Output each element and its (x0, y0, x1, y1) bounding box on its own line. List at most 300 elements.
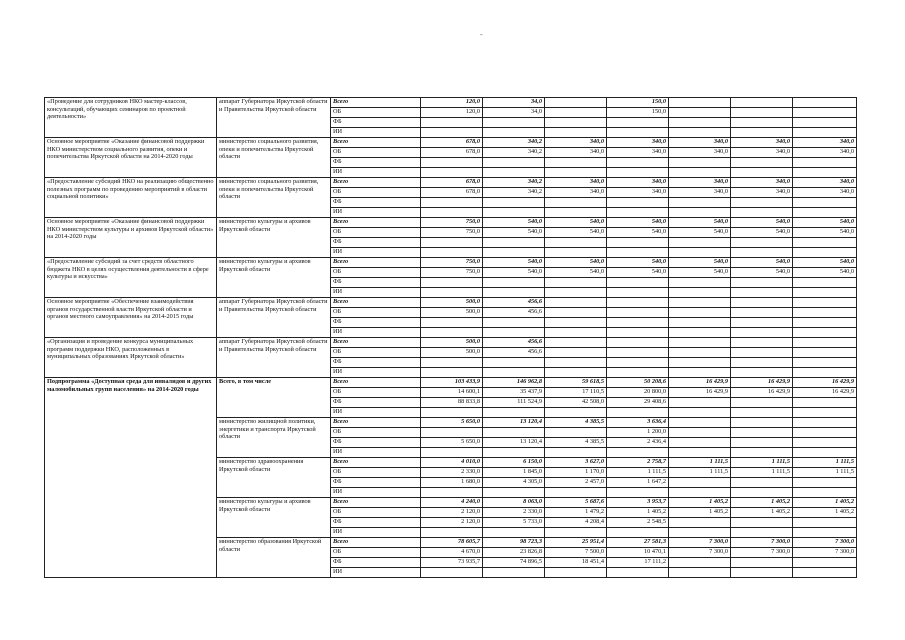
funding-source-cell: ФБ (331, 438, 421, 448)
value-cell: 10 470,1 (607, 548, 669, 558)
value-cell: 23 826,8 (483, 548, 545, 558)
value-cell (483, 368, 545, 378)
value-cell (793, 208, 857, 218)
value-cell: 16 429,9 (793, 388, 857, 398)
value-cell (731, 368, 793, 378)
value-cell (731, 108, 793, 118)
value-cell (793, 108, 857, 118)
funding-source-cell: ОБ (331, 148, 421, 158)
value-cell: 1 111,5 (731, 468, 793, 478)
value-cell (731, 308, 793, 318)
value-cell (669, 158, 731, 168)
value-cell (793, 168, 857, 178)
value-cell: 540,0 (607, 258, 669, 268)
value-cell (483, 128, 545, 138)
value-cell (731, 128, 793, 138)
funding-source-cell: ФБ (331, 478, 421, 488)
value-cell: 500,0 (421, 308, 483, 318)
value-cell (421, 358, 483, 368)
value-cell (669, 448, 731, 458)
funding-source-cell: ФБ (331, 398, 421, 408)
value-cell (731, 248, 793, 258)
value-cell (669, 108, 731, 118)
value-cell: 59 618,5 (545, 378, 607, 388)
value-cell (669, 328, 731, 338)
funding-source-cell: ФБ (331, 558, 421, 568)
value-cell: 8 063,0 (483, 498, 545, 508)
executor-cell: Всего, в том числе (217, 378, 331, 418)
funding-source-cell: ОБ (331, 228, 421, 238)
value-cell: 120,0 (421, 98, 483, 108)
value-cell (545, 428, 607, 438)
value-cell: 120,0 (421, 108, 483, 118)
value-cell (545, 348, 607, 358)
value-cell (793, 438, 857, 448)
value-cell (545, 118, 607, 128)
value-cell: 540,0 (793, 268, 857, 278)
funding-source-cell: ОБ (331, 268, 421, 278)
value-cell: 340,0 (669, 138, 731, 148)
value-cell: 540,0 (669, 228, 731, 238)
value-cell (731, 448, 793, 458)
value-cell (669, 238, 731, 248)
value-cell: 5 733,0 (483, 518, 545, 528)
value-cell (793, 358, 857, 368)
value-cell (669, 428, 731, 438)
value-cell (607, 448, 669, 458)
value-cell (793, 198, 857, 208)
value-cell (793, 558, 857, 568)
value-cell: 1 405,2 (731, 508, 793, 518)
value-cell (421, 118, 483, 128)
value-cell: 540,0 (545, 268, 607, 278)
value-cell (793, 478, 857, 488)
funding-source-cell: ИИ (331, 528, 421, 538)
value-cell (607, 338, 669, 348)
value-cell (669, 398, 731, 408)
value-cell: 1 405,2 (669, 508, 731, 518)
value-cell (545, 108, 607, 118)
value-cell (731, 288, 793, 298)
measure-name-cell: Подпрограмма «Доступная среда для инвалидов и других маломобильных групп населения» на 2014-2020 годы (45, 378, 217, 578)
value-cell (607, 128, 669, 138)
value-cell (607, 348, 669, 358)
value-cell (421, 208, 483, 218)
budget-table-body (45, 98, 857, 578)
value-cell: 1 405,2 (793, 498, 857, 508)
value-cell: 540,0 (483, 268, 545, 278)
funding-source-cell: ОБ (331, 348, 421, 358)
value-cell (545, 168, 607, 178)
value-cell (669, 368, 731, 378)
value-cell: 88 833,8 (421, 398, 483, 408)
value-cell (731, 478, 793, 488)
value-cell: 1 111,5 (731, 458, 793, 468)
value-cell (731, 208, 793, 218)
value-cell (793, 118, 857, 128)
funding-source-cell: ОБ (331, 548, 421, 558)
value-cell (669, 288, 731, 298)
funding-source-cell: ОБ (331, 308, 421, 318)
funding-source-cell: Всего (331, 498, 421, 508)
value-cell: 540,0 (669, 268, 731, 278)
value-cell (545, 128, 607, 138)
executor-cell: министерство здравоохранения Иркутской области (217, 458, 331, 498)
value-cell: 5 650,0 (421, 438, 483, 448)
value-cell (731, 488, 793, 498)
value-cell (731, 438, 793, 448)
value-cell (669, 558, 731, 568)
value-cell: 340,0 (669, 188, 731, 198)
value-cell (793, 338, 857, 348)
value-cell: 25 951,4 (545, 538, 607, 548)
value-cell: 340,0 (793, 148, 857, 158)
funding-source-cell: ФБ (331, 278, 421, 288)
value-cell (731, 238, 793, 248)
value-cell (421, 328, 483, 338)
value-cell (421, 448, 483, 458)
value-cell (793, 238, 857, 248)
value-cell (545, 528, 607, 538)
value-cell: 540,0 (793, 228, 857, 238)
value-cell: 146 962,8 (483, 378, 545, 388)
value-cell: 540,0 (483, 218, 545, 228)
value-cell: 1 405,2 (793, 508, 857, 518)
value-cell (793, 568, 857, 578)
value-cell: 34,0 (483, 108, 545, 118)
value-cell: 74 896,5 (483, 558, 545, 568)
value-cell (669, 338, 731, 348)
value-cell (545, 98, 607, 108)
value-cell: 3 627,0 (545, 458, 607, 468)
value-cell (421, 128, 483, 138)
value-cell (483, 118, 545, 128)
value-cell: 50 208,6 (607, 378, 669, 388)
value-cell: 540,0 (731, 258, 793, 268)
value-cell: 4 208,4 (545, 518, 607, 528)
value-cell (731, 338, 793, 348)
value-cell (731, 328, 793, 338)
value-cell: 340,2 (483, 178, 545, 188)
value-cell (421, 248, 483, 258)
executor-cell: министерство жилищной политики, энергетики и транспорта Иркутской области (217, 418, 331, 458)
value-cell: 540,0 (483, 228, 545, 238)
value-cell: 78 605,7 (421, 538, 483, 548)
value-cell (669, 128, 731, 138)
value-cell: 500,0 (421, 298, 483, 308)
funding-source-cell: ИИ (331, 328, 421, 338)
page-mark: - (480, 30, 483, 39)
value-cell (731, 528, 793, 538)
value-cell (731, 358, 793, 368)
value-cell (483, 358, 545, 368)
funding-source-cell: ОБ (331, 188, 421, 198)
value-cell: 340,0 (793, 178, 857, 188)
value-cell (669, 478, 731, 488)
value-cell: 1 479,2 (545, 508, 607, 518)
value-cell: 14 600,1 (421, 388, 483, 398)
value-cell (545, 248, 607, 258)
funding-source-cell: ИИ (331, 128, 421, 138)
value-cell (607, 118, 669, 128)
value-cell (607, 318, 669, 328)
value-cell (545, 408, 607, 418)
value-cell: 103 433,9 (421, 378, 483, 388)
value-cell: 2 457,0 (545, 478, 607, 488)
value-cell (731, 568, 793, 578)
value-cell (731, 418, 793, 428)
value-cell: 150,0 (607, 108, 669, 118)
value-cell (731, 428, 793, 438)
value-cell (793, 528, 857, 538)
funding-source-cell: Всего (331, 538, 421, 548)
value-cell (545, 448, 607, 458)
value-cell (669, 438, 731, 448)
value-cell (607, 298, 669, 308)
value-cell: 2 758,7 (607, 458, 669, 468)
executor-cell: аппарат Губернатора Иркутской области и Правительства Иркутской области (217, 298, 331, 338)
value-cell: 340,0 (545, 148, 607, 158)
value-cell (545, 328, 607, 338)
funding-source-cell: ИИ (331, 288, 421, 298)
value-cell (793, 318, 857, 328)
value-cell: 1 680,0 (421, 478, 483, 488)
value-cell (545, 368, 607, 378)
value-cell: 1 111,5 (793, 458, 857, 468)
value-cell (421, 238, 483, 248)
value-cell (545, 288, 607, 298)
value-cell: 340,0 (793, 188, 857, 198)
executor-cell: аппарат Губернатора Иркутской области и Правительства Иркутской области (217, 98, 331, 138)
value-cell: 340,2 (483, 138, 545, 148)
value-cell (607, 358, 669, 368)
value-cell (421, 158, 483, 168)
value-cell: 6 150,0 (483, 458, 545, 468)
value-cell: 2 436,4 (607, 438, 669, 448)
value-cell (793, 98, 857, 108)
funding-source-cell: ФБ (331, 358, 421, 368)
value-cell: 7 300,0 (793, 538, 857, 548)
value-cell: 7 300,0 (793, 548, 857, 558)
value-cell (669, 568, 731, 578)
measure-name-cell: «Предоставление субсидий НКО на реализацию общественно полезных программ по проведению мероприятий в области социальной политики» (45, 178, 217, 218)
value-cell: 540,0 (669, 258, 731, 268)
funding-source-cell: ФБ (331, 318, 421, 328)
value-cell (607, 308, 669, 318)
value-cell: 678,0 (421, 148, 483, 158)
value-cell (483, 328, 545, 338)
executor-cell: аппарат Губернатора Иркутской области и Правительства Иркутской области (217, 338, 331, 378)
value-cell: 16 429,9 (731, 378, 793, 388)
value-cell: 7 500,0 (545, 548, 607, 558)
value-cell: 4 385,5 (545, 438, 607, 448)
value-cell (731, 408, 793, 418)
value-cell: 750,0 (421, 268, 483, 278)
measure-name-cell: Основное мероприятие «Оказание финансовой поддержки НКО министерством культуры и архивов Иркутской области» на 2014-2020 годы (45, 218, 217, 258)
value-cell (421, 368, 483, 378)
value-cell (607, 248, 669, 258)
value-cell: 2 330,0 (421, 468, 483, 478)
value-cell (607, 198, 669, 208)
value-cell (731, 518, 793, 528)
value-cell (421, 568, 483, 578)
value-cell (483, 288, 545, 298)
value-cell: 111 524,9 (483, 398, 545, 408)
value-cell (669, 348, 731, 358)
value-cell: 73 935,7 (421, 558, 483, 568)
value-cell: 456,6 (483, 338, 545, 348)
value-cell (421, 278, 483, 288)
value-cell: 540,0 (669, 218, 731, 228)
table-row (45, 378, 857, 388)
value-cell (607, 168, 669, 178)
value-cell (545, 298, 607, 308)
value-cell (669, 518, 731, 528)
value-cell: 16 429,9 (669, 388, 731, 398)
value-cell (731, 158, 793, 168)
value-cell: 1 111,5 (607, 468, 669, 478)
value-cell: 1 111,5 (669, 458, 731, 468)
value-cell: 5 687,6 (545, 498, 607, 508)
value-cell (669, 168, 731, 178)
value-cell: 750,0 (421, 258, 483, 268)
value-cell (669, 298, 731, 308)
value-cell: 340,0 (669, 148, 731, 158)
value-cell (607, 288, 669, 298)
value-cell: 540,0 (483, 258, 545, 268)
funding-source-cell: Всего (331, 418, 421, 428)
value-cell (545, 318, 607, 328)
value-cell: 3 636,4 (607, 418, 669, 428)
value-cell (793, 448, 857, 458)
value-cell (483, 568, 545, 578)
value-cell (669, 318, 731, 328)
funding-source-cell: ИИ (331, 488, 421, 498)
value-cell: 540,0 (731, 268, 793, 278)
value-cell (545, 308, 607, 318)
value-cell (793, 248, 857, 258)
value-cell: 18 451,4 (545, 558, 607, 568)
value-cell (483, 168, 545, 178)
value-cell: 7 300,0 (731, 548, 793, 558)
value-cell (545, 198, 607, 208)
funding-source-cell: Всего (331, 218, 421, 228)
value-cell (545, 208, 607, 218)
value-cell: 540,0 (607, 218, 669, 228)
value-cell: 29 408,6 (607, 398, 669, 408)
value-cell: 1 111,5 (793, 468, 857, 478)
funding-source-cell: ИИ (331, 168, 421, 178)
value-cell: 500,0 (421, 338, 483, 348)
value-cell (731, 118, 793, 128)
value-cell: 7 300,0 (669, 548, 731, 558)
value-cell: 16 429,9 (669, 378, 731, 388)
value-cell (545, 278, 607, 288)
funding-source-cell: ОБ (331, 108, 421, 118)
value-cell: 456,6 (483, 298, 545, 308)
value-cell: 98 723,3 (483, 538, 545, 548)
value-cell (483, 448, 545, 458)
value-cell: 16 429,9 (793, 378, 857, 388)
value-cell: 1 170,0 (545, 468, 607, 478)
value-cell: 340,0 (731, 178, 793, 188)
funding-source-cell: Всего (331, 138, 421, 148)
funding-source-cell: ФБ (331, 198, 421, 208)
budget-table (44, 97, 857, 578)
funding-source-cell: Всего (331, 338, 421, 348)
executor-cell: министерство социального развития, опеки и попечительства Иркутской области (217, 138, 331, 178)
value-cell: 456,6 (483, 308, 545, 318)
value-cell: 340,0 (607, 188, 669, 198)
value-cell: 16 429,9 (731, 388, 793, 398)
executor-cell: министерство образования Иркутской области (217, 538, 331, 578)
value-cell (793, 158, 857, 168)
value-cell (607, 568, 669, 578)
value-cell: 340,0 (793, 138, 857, 148)
table-row (45, 258, 857, 268)
funding-source-cell: Всего (331, 458, 421, 468)
value-cell: 2 120,0 (421, 508, 483, 518)
funding-source-cell: Всего (331, 98, 421, 108)
value-cell (545, 488, 607, 498)
value-cell (421, 528, 483, 538)
value-cell (669, 208, 731, 218)
value-cell: 340,0 (607, 138, 669, 148)
value-cell (731, 558, 793, 568)
value-cell: 540,0 (545, 218, 607, 228)
value-cell: 540,0 (545, 228, 607, 238)
value-cell (669, 358, 731, 368)
value-cell (731, 278, 793, 288)
value-cell: 340,0 (731, 148, 793, 158)
value-cell (607, 158, 669, 168)
value-cell: 4 240,0 (421, 498, 483, 508)
executor-cell: министерство культуры и архивов Иркутской области (217, 218, 331, 258)
table-row (45, 138, 857, 148)
value-cell: 35 437,9 (483, 388, 545, 398)
funding-source-cell: ИИ (331, 408, 421, 418)
value-cell (607, 488, 669, 498)
value-cell (793, 298, 857, 308)
value-cell: 500,0 (421, 348, 483, 358)
value-cell (793, 348, 857, 358)
table-row (45, 218, 857, 228)
value-cell (545, 158, 607, 168)
value-cell: 340,0 (731, 188, 793, 198)
value-cell (545, 568, 607, 578)
value-cell: 3 953,7 (607, 498, 669, 508)
funding-source-cell: ФБ (331, 158, 421, 168)
value-cell (483, 488, 545, 498)
value-cell (669, 278, 731, 288)
funding-source-cell: ИИ (331, 248, 421, 258)
measure-name-cell: «Проведение для сотрудников НКО мастер-классов, консультаций, обучающих семинаров по проектной деятельности» (45, 98, 217, 138)
value-cell (793, 328, 857, 338)
value-cell (669, 308, 731, 318)
value-cell (545, 338, 607, 348)
value-cell: 7 300,0 (669, 538, 731, 548)
value-cell (545, 238, 607, 248)
value-cell (607, 368, 669, 378)
value-cell: 678,0 (421, 178, 483, 188)
value-cell (483, 208, 545, 218)
value-cell (731, 348, 793, 358)
value-cell: 1 845,0 (483, 468, 545, 478)
value-cell (669, 408, 731, 418)
value-cell: 540,0 (607, 268, 669, 278)
value-cell: 34,0 (483, 98, 545, 108)
value-cell (731, 298, 793, 308)
